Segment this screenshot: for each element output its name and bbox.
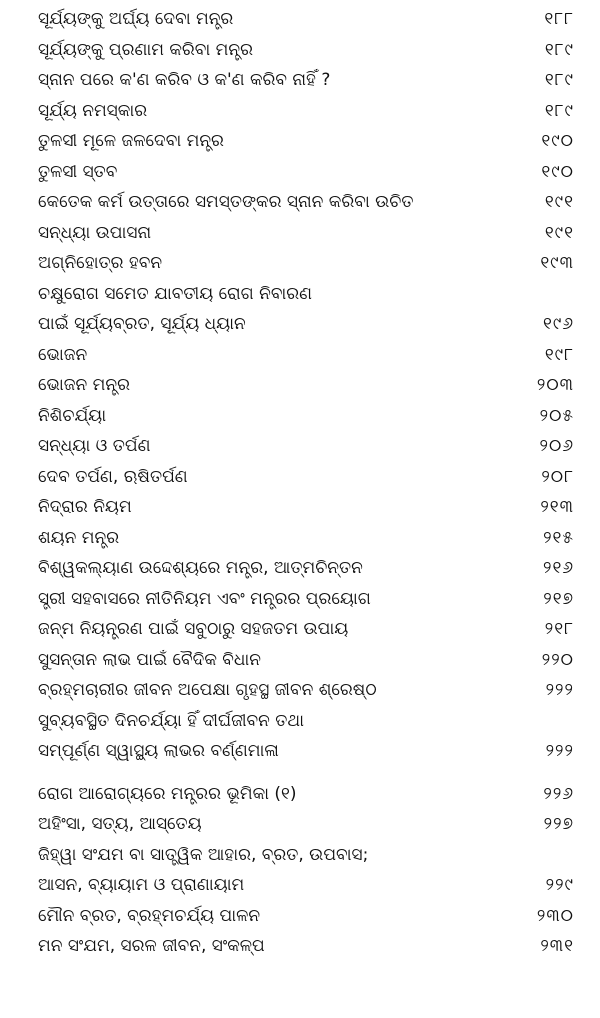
toc-entry-title: ଜିହ୍ୱା ସଂଯମ ବା ସାତ୍ତ୍ୱିକ ଆହାର, ବ୍ରତ, ଉପବାସ; xyxy=(38,844,369,865)
toc-entry xyxy=(0,187,600,218)
toc-entry-title: ବ୍ରହ୍ମଚାରୀର ଜୀବନ ଅପେକ୍ଷା ଗୃହସ୍ଥ ଜୀବନ ଶ୍ରେଷ୍ଠ xyxy=(38,680,377,700)
toc-entry xyxy=(0,584,600,615)
toc-entry-title: ଆସନ, ବ୍ୟାୟାମ ଓ ପ୍ରାଣାୟାମ xyxy=(38,875,245,895)
toc-entry-title: ଅଗ୍ନିହୋତ୍ର ହବନ xyxy=(38,253,163,273)
toc-entry-title: ନିଦ୍ରାର ନିୟମ xyxy=(38,497,132,517)
toc-entry xyxy=(0,218,600,249)
table-of-contents xyxy=(0,4,600,962)
toc-entry-page-number: ୨୨୦ xyxy=(541,649,574,670)
toc-entry xyxy=(0,809,600,840)
toc-entry xyxy=(0,431,600,462)
toc-entry-page-number: ୧୮୯ xyxy=(544,70,574,90)
toc-entry-page-number: ୧୯୬ xyxy=(543,314,574,334)
toc-entry-page-number: ୧୮୯ xyxy=(544,39,574,60)
toc-entry-title: ପାଇଁ ସୂର୍ଯ୍ୟବ୍ରତ, ସୂର୍ଯ୍ୟ ଧ୍ୟାନ xyxy=(38,314,246,334)
toc-entry-page-number: ୨୨୨ xyxy=(545,680,574,700)
toc-entry xyxy=(0,96,600,127)
toc-entry xyxy=(0,248,600,279)
toc-entry-page-number: ୨୧୮ xyxy=(544,619,574,639)
toc-entry xyxy=(0,4,600,35)
toc-entry-page-number: ୨୩୦ xyxy=(536,905,574,926)
toc-entry-title: ନିଶିଚର୍ଯ୍ୟା xyxy=(38,405,107,426)
toc-entry-title: ସ୍ତ୍ରୀ ସହବାସରେ ନୀତିନିୟମ ଏବଂ ମନ୍ତ୍ରର ପ୍ରୟୋଗ xyxy=(38,588,371,609)
toc-entry-title: ସୁସନ୍ତାନ ଲାଭ ପାଇଁ ବୈଦିକ ବିଧାନ xyxy=(38,649,261,670)
toc-entry xyxy=(0,370,600,401)
toc-entry-page-number: ୨୨୭ xyxy=(543,814,574,834)
toc-entry-page-number: ୧୯୩ xyxy=(540,253,574,273)
toc-entry-title: ସୂର୍ଯ୍ୟଙ୍କୁ ଅର୍ଘ୍ୟ ଦେବା ମନ୍ତ୍ର xyxy=(38,9,234,29)
toc-entry-title: ଭୋଜନ xyxy=(38,344,88,365)
toc-entry-title: ସ୍ନାନ ପରେ କ'ଣ କରିବ ଓ କ'ଣ କରିବ ନାହିଁ ? xyxy=(38,70,331,90)
toc-entry-title: କେତେକ କର୍ମ ଉତ୍ତାରେ ସମସ୍ତଙ୍କର ସ୍ନାନ କରିବା ଉଚିତ xyxy=(38,192,414,212)
toc-entry-page-number: ୨୨୬ xyxy=(543,783,574,804)
toc-entry-page-number: ୨୧୬ xyxy=(543,558,574,578)
toc-entry-page-number: ୨୨୨ xyxy=(545,741,574,761)
toc-entry xyxy=(0,462,600,493)
toc-entry xyxy=(0,840,600,871)
toc-entry-page-number: ୨୦୮ xyxy=(541,466,574,487)
toc-entry-title: ଶୟନ ମନ୍ତ୍ର xyxy=(38,527,120,548)
toc-entry xyxy=(0,279,600,310)
toc-entry-page-number: ୧୯୧ xyxy=(544,222,574,243)
toc-entry-page-number: ୨୦୬ xyxy=(539,436,574,456)
toc-entry-page-number: ୨୧୩ xyxy=(540,497,574,517)
toc-entry-title: ସୂର୍ଯ୍ୟ ନମସ୍କାର xyxy=(38,100,148,121)
toc-entry-title: ଅହିଂସା, ସତ୍ୟ, ଆସ୍ତେୟ xyxy=(38,814,202,834)
toc-entry-title: ରୋଗ ଆରୋଗ୍ୟରେ ମନ୍ତ୍ରର ଭୂମିକା (୧) xyxy=(38,783,297,804)
toc-entry xyxy=(0,126,600,157)
toc-entry-page-number: ୨୧୫ xyxy=(543,527,574,548)
toc-entry xyxy=(0,35,600,66)
toc-entry xyxy=(0,931,600,962)
toc-entry-page-number: ୧୯୧ xyxy=(544,192,574,212)
toc-entry-title: ସୂର୍ଯ୍ୟଙ୍କୁ ପ୍ରଣାମ କରିବା ମନ୍ତ୍ର xyxy=(38,39,253,60)
toc-entry xyxy=(0,870,600,901)
toc-entry-page-number: ୨୦୫ xyxy=(539,405,574,426)
toc-entry-page-number: ୧୮୮ xyxy=(544,9,574,29)
toc-entry-page-number: ୨୧୭ xyxy=(543,588,574,609)
toc-entry xyxy=(0,492,600,523)
toc-entry xyxy=(0,309,600,340)
toc-entry-title: ସନ୍ଧ୍ୟା ଉପାସନା xyxy=(38,222,152,243)
toc-entry xyxy=(0,553,600,584)
toc-entry xyxy=(0,65,600,96)
toc-entry-title: ସୁବ୍ୟବସ୍ଥିତ ଦିନଚର୍ଯ୍ୟା ହିଁ ଦୀର୍ଘଜୀବନ ତଥା xyxy=(38,710,304,731)
toc-entry-page-number: ୧୮୯ xyxy=(544,100,574,121)
toc-entry-page-number: ୧୯୦ xyxy=(541,131,574,151)
toc-entry xyxy=(0,645,600,676)
toc-entry-title: ତୁଳସୀ ସ୍ତବ xyxy=(38,161,118,182)
toc-entry xyxy=(0,157,600,188)
toc-entry-title: ସମ୍ପୂର୍ଣ୍ଣ ସ୍ୱାସ୍ଥ୍ୟ ଲାଭର ବର୍ଣ୍ଣମାଳା xyxy=(38,741,279,761)
toc-entry xyxy=(0,901,600,932)
toc-entry xyxy=(0,401,600,432)
toc-entry-title: ଜନ୍ମ ନିୟନ୍ତ୍ରଣ ପାଇଁ ସବୁଠାରୁ ସହଜତମ ଉପାୟ xyxy=(38,619,349,639)
toc-entry-title: ମୌନ ବ୍ରତ, ବ୍ରହ୍ମଚର୍ଯ୍ୟ ପାଳନ xyxy=(38,905,261,926)
toc-entry-page-number: ୨୨୯ xyxy=(545,875,574,895)
toc-entry xyxy=(0,340,600,371)
toc-entry-title: ସନ୍ଧ୍ୟା ଓ ତର୍ପଣ xyxy=(38,436,151,456)
toc-entry-title: ମନ ସଂଯମ, ସରଳ ଜୀବନ, ସଂକଳ୍ପ xyxy=(38,936,265,956)
toc-entry xyxy=(0,706,600,737)
toc-entry xyxy=(0,779,600,810)
toc-entry-title: ତୁଳସୀ ମୂଳେ ଜଳଦେବା ମନ୍ତ୍ର xyxy=(38,131,224,151)
toc-entry xyxy=(0,675,600,706)
section-gap xyxy=(0,767,600,779)
toc-entry-title: ଚକ୍ଷୁରୋଗ ସମେତ ଯାବତୀୟ ରୋଗ ନିବାରଣ xyxy=(38,283,313,304)
toc-entry-title: ଦେବ ତର୍ପଣ, ଋଷିତର୍ପଣ xyxy=(38,466,188,487)
toc-entry xyxy=(0,736,600,767)
toc-entry xyxy=(0,614,600,645)
toc-entry-title: ଭୋଜନ ମନ୍ତ୍ର xyxy=(38,375,130,395)
toc-entry-page-number: ୧୯୦ xyxy=(541,161,574,182)
toc-entry-title: ବିଶ୍ୱକଲ୍ୟାଣ ଉଦ୍ଦେଶ୍ୟରେ ମନ୍ତ୍ର, ଆତ୍ମଚିନ୍ତନ xyxy=(38,558,363,578)
toc-entry-page-number: ୨୦୩ xyxy=(536,375,574,395)
toc-entry-page-number: ୨୩୧ xyxy=(540,936,574,956)
toc-entry xyxy=(0,523,600,554)
toc-entry-page-number: ୧୯୮ xyxy=(544,344,574,365)
